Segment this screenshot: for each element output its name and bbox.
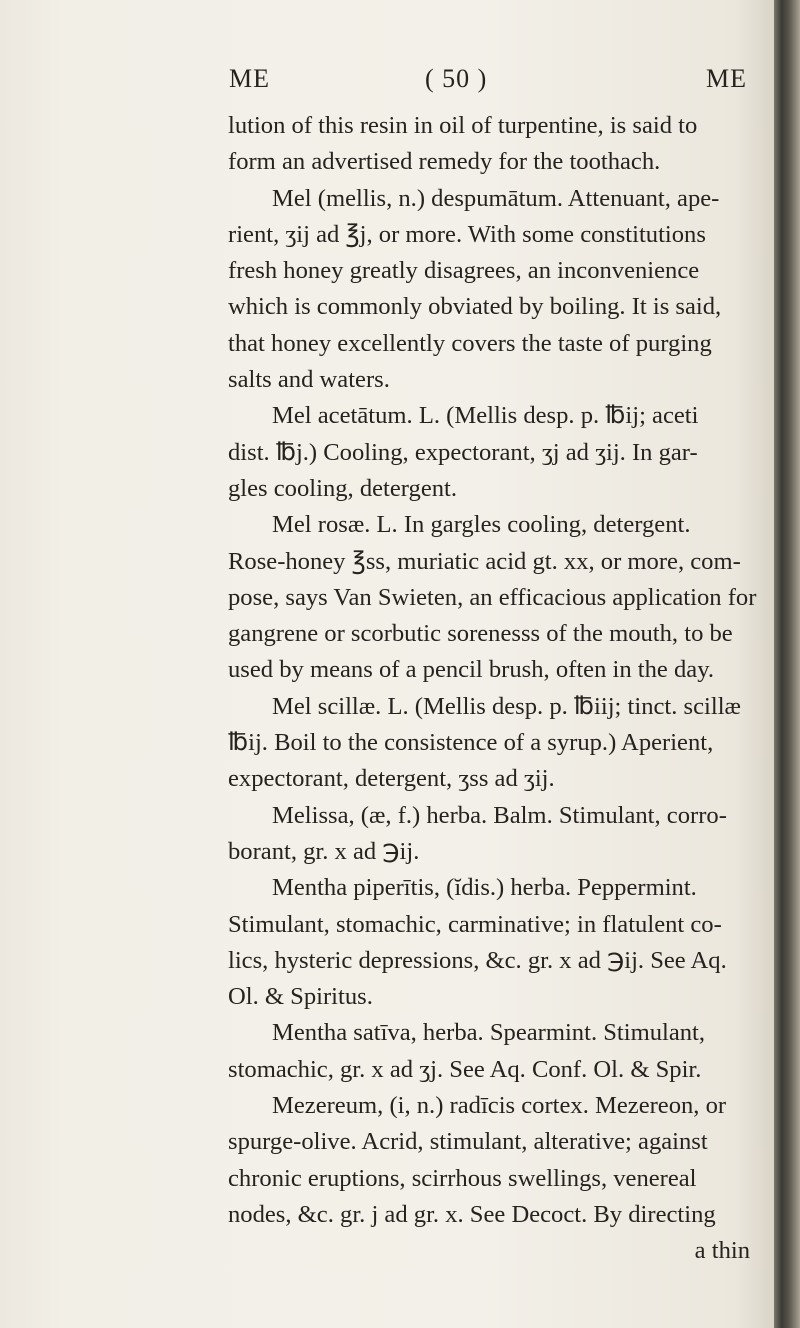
entry-mentha-sativa: Mentha satīva, herba. Spearmint. Stimulant, — [272, 1019, 706, 1047]
text-line: expectorant, detergent, ʒss ad ʒij. — [228, 765, 555, 793]
text-line: Ol. & Spiritus. — [228, 983, 373, 1011]
entry-melissa: Melissa, (æ, f.) herba. Balm. Stimulant, corro- — [272, 801, 727, 829]
text-line: chronic eruptions, scirrhous swellings, venereal — [228, 1164, 697, 1192]
text-line: stomachic, gr. x ad ʒj. See Aq. Conf. Ol. & Spir. — [228, 1055, 702, 1083]
text-line: ℔ij. Boil to the consistence of a syrup.) Aperient, — [228, 729, 714, 757]
text-line: borant, gr. x ad ℈ij. — [228, 837, 420, 865]
text-line: used by means of a pencil brush, often in the day. — [228, 656, 715, 684]
text-line: nodes, &c. gr. j ad gr. x. See Decoct. By directing — [228, 1200, 716, 1228]
text-line: dist. ℔j.) Cooling, expectorant, ʒj ad ʒij. In gar- — [228, 438, 698, 466]
page-number: ( 50 ) — [425, 64, 488, 93]
text-line: Rose-honey ℥ss, muriatic acid gt. xx, or more, com- — [228, 547, 741, 575]
book-spine-edge — [774, 0, 800, 1328]
text-line: spurge-olive. Acrid, stimulant, alterative; against — [228, 1128, 708, 1156]
text-line: fresh honey greatly disagrees, an inconvenience — [228, 257, 700, 285]
text-line: gles cooling, detergent. — [228, 474, 458, 502]
entry-mel-acetatum: Mel acetātum. L. (Mellis desp. p. ℔ij; aceti — [272, 402, 699, 430]
text-line: salts and waters. — [228, 366, 390, 394]
entry-mezereum: Mezereum, (i, n.) radīcis cortex. Mezereon, or — [272, 1092, 727, 1120]
running-head-right: ME — [706, 64, 747, 93]
entry-mentha-piperitis: Mentha piperītis, (ĭdis.) herba. Peppermint. — [272, 874, 697, 902]
text-line: Stimulant, stomachic, carminative; in flatulent co- — [228, 910, 722, 938]
text-line: lution of this resin in oil of turpentine, is said to — [228, 112, 698, 139]
text-line: rient, ʒij ad ℥j, or more. With some constitutions — [228, 220, 706, 248]
text-line: that honey excellently covers the taste of purging — [228, 329, 712, 357]
running-head — [229, 64, 747, 104]
page-body-text — [228, 108, 768, 1270]
catchword: a thin — [694, 1237, 750, 1265]
entry-mel-scillae: Mel scillæ. L. (Mellis desp. p. ℔iij; tinct. scillæ — [272, 692, 741, 720]
text-line: gangrene or scorbutic sorenesss of the mouth, to be — [228, 620, 733, 648]
text-line: lics, hysteric depressions, &c. gr. x ad ℈ij. See Aq. — [228, 946, 727, 974]
entry-mel-despumatum: Mel (mellis, n.) despumātum. Attenuant, ape- — [272, 184, 720, 212]
text-line: form an advertised remedy for the toothach. — [228, 148, 661, 176]
running-head-left: ME — [229, 64, 270, 93]
entry-mel-rosae: Mel rosæ. L. In gargles cooling, detergent. — [272, 511, 691, 539]
text-line: which is commonly obviated by boiling. It is said, — [228, 293, 722, 321]
text-line: pose, says Van Swieten, an efficacious application for — [228, 583, 757, 611]
